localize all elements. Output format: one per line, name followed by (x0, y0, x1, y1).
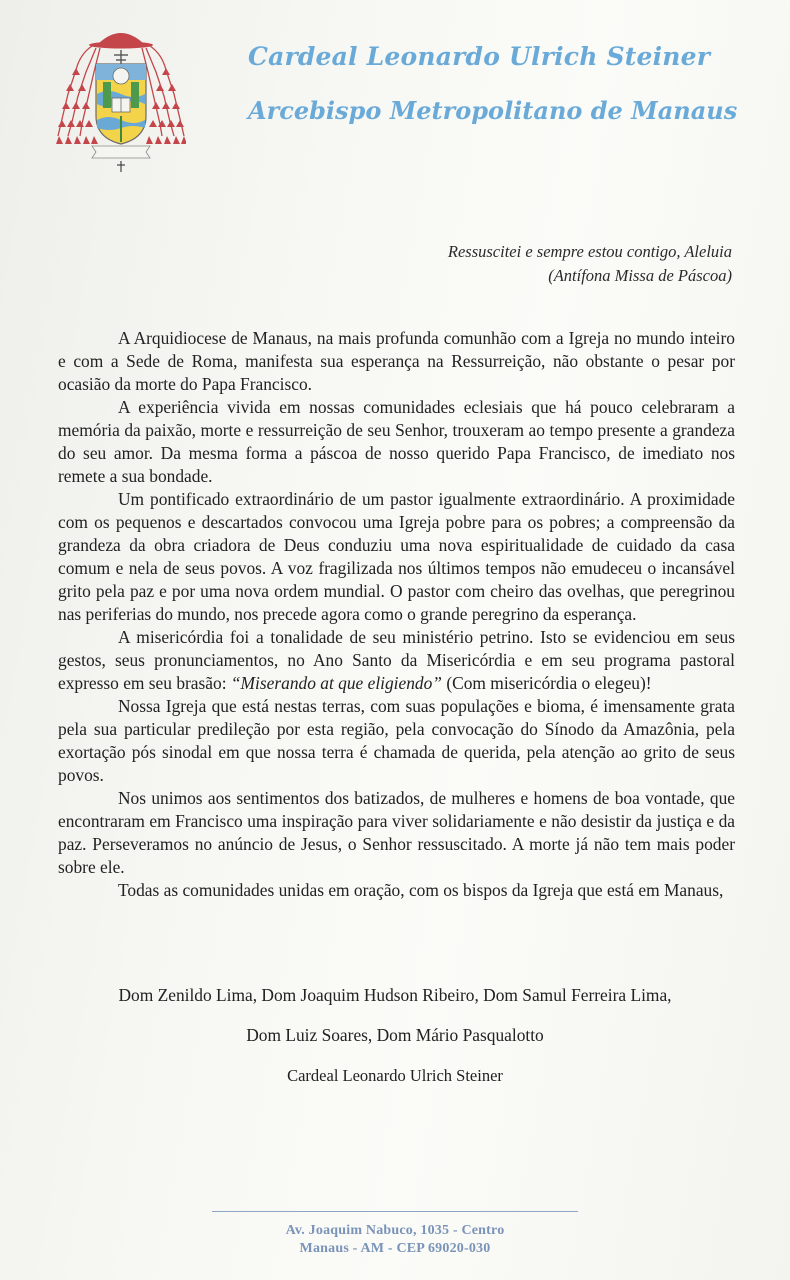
signatories-line: Dom Luiz Soares, Dom Mário Pasqualotto (246, 1025, 544, 1045)
paragraph: Nossa Igreja que está nestas terras, com suas populações e bioma, é imensamente grata pela sua particular predileção por esta região, pela convocação do Sínodo da Amazônia, pela exortação pós sinodal em que nossa terra é chamada de querida, pela atenção ao grito de seus povos. (58, 696, 735, 785)
epigraph-line: Ressuscitei e sempre estou contigo, Aleluia (447, 242, 732, 261)
letterhead-name: Cardeal Leonardo Ulrich Steiner (248, 42, 711, 71)
paragraph: Todas as comunidades unidas em oração, com os bispos da Igreja que está em Manaus, (118, 880, 724, 900)
footer-address: Av. Joaquim Nabuco, 1035 - Centro (285, 1223, 505, 1238)
paragraph: Nos unimos aos sentimentos dos batizados, de mulheres e homens de boa vontade, que encontraram em Francisco uma inspiração para viver solidariamente e não desistir da justiça e da paz. Perseveramos no anúncio de Jesus, o Senhor ressuscitado. A morte já não tem mais poder sobre ele. (58, 788, 735, 877)
footer-divider (212, 1211, 578, 1212)
paragraph (58, 626, 735, 695)
paragraph: Um pontificado extraordinário de um pastor igualmente extraordinário. A proximidade com os pequenos e descartados convocou uma Igreja pobre para os pobres; a compreensão da grandeza da obra criadora de Deus conduziu uma nova espiritualidade de cuidado da casa comum e nela de seus povos. A voz fragilizada nos últimos tempos não emudeceu o incansável grito pela paz e por uma nova ordem mundial. O pastor com cheiro das ovelhas, que peregrinou nas periferias do mundo, nos precede agora como o grande peregrino da esperança. (58, 489, 735, 624)
epigraph-source: (Antífona Missa de Páscoa) (548, 266, 732, 285)
paragraph-text: (Com misericórdia o elegeu)! (441, 673, 652, 693)
epigraph (448, 240, 732, 288)
paragraph-text: A misericórdia foi a tonalidade de seu ministério petrino. Isto se evidenciou em seus gestos, seus pronunciamentos, no Ano Santo da Misericórdia e em seu programa pastoral expresso em seu brasão: (58, 627, 735, 693)
motto-quote: “Miserando at que eligiendo” (230, 673, 442, 693)
signatories-line: Dom Zenildo Lima, Dom Joaquim Hudson Ribeiro, Dom Samul Ferreira Lima, (118, 985, 672, 1005)
paragraph: A experiência vivida em nossas comunidades eclesiais que há pouco celebraram a memória da paixão, morte e ressurreição de seu Senhor, trouxeram ao tempo presente a grandeza do seu amor. Da mesma forma a páscoa de nosso querido Papa Francisco, de imediato nos remete a sua bondade. (58, 397, 735, 486)
letter-body (58, 327, 735, 902)
footer-city: Manaus - AM - CEP 69020-030 (299, 1241, 491, 1256)
paragraph: A Arquidiocese de Manaus, na mais profunda comunhão com a Igreja no mundo inteiro e com a Sede de Roma, manifesta sua esperança na Ressurreição, não obstante o pesar por ocasião da morte do Papa Francisco. (58, 328, 735, 394)
coat-of-arms-emblem (56, 24, 186, 176)
letterhead-role: Arcebispo Metropolitano de Manaus (248, 96, 738, 125)
cardinal-signature: Cardeal Leonardo Ulrich Steiner (287, 1066, 503, 1085)
